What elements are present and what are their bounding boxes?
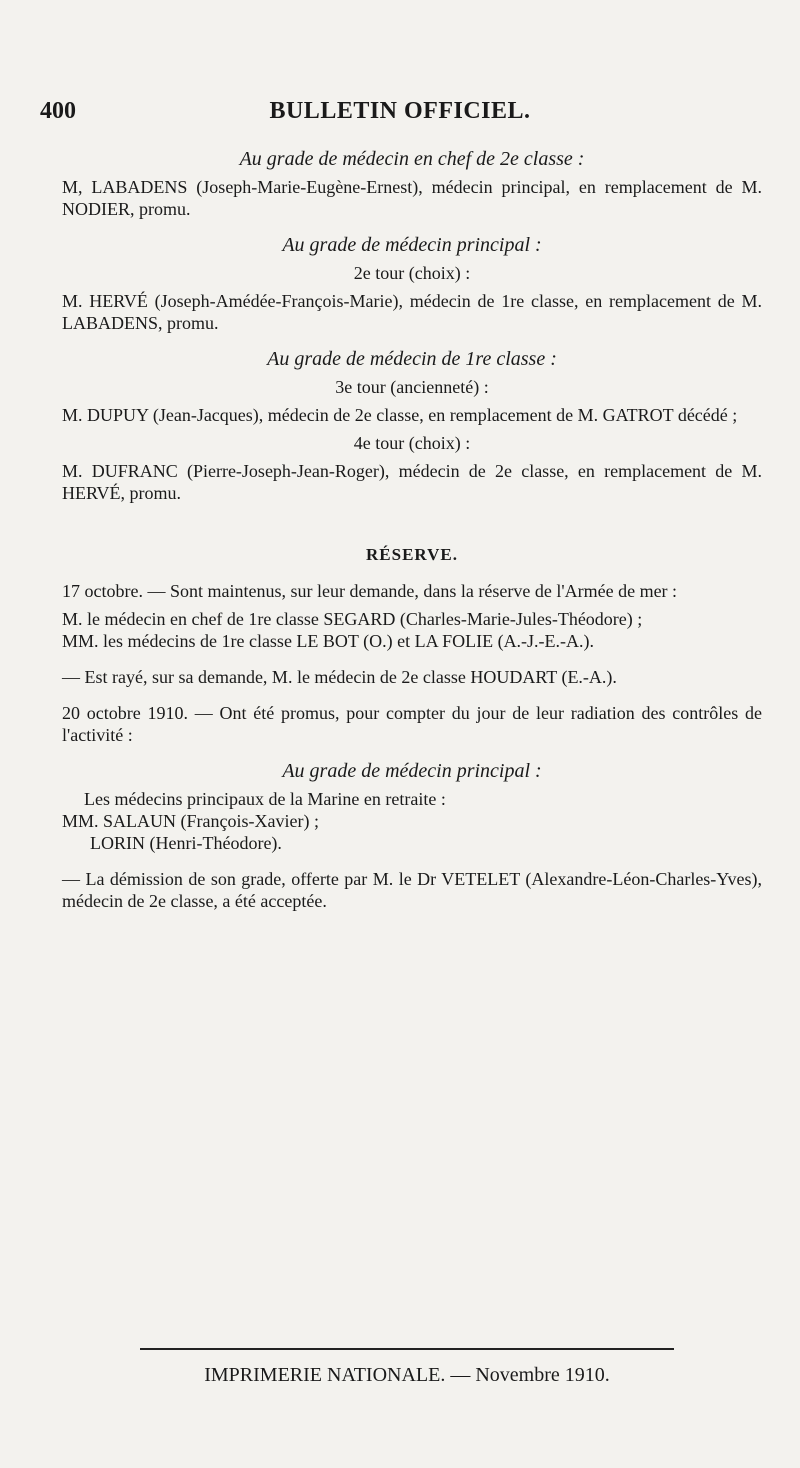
paragraph-labadens: M, LABADENS (Joseph-Marie-Eugène-Ernest), médecin principal, en remplacement de M. NODIER, promu. [62, 177, 762, 219]
page-footer [140, 1348, 674, 1387]
reserve-title: RÉSERVE. [366, 545, 458, 564]
paragraph-dufranc: M. DUFRANC (Pierre-Joseph-Jean-Roger), médecin de 2e classe, en remplacement de M. HERVÉ, promu. [62, 461, 762, 503]
imprint: IMPRIMERIE NATIONALE. — Novembre 1910. [204, 1364, 610, 1386]
subheading-4e-tour: 4e tour (choix) : [353, 433, 471, 453]
paragraph-houdart: — Est rayé, sur sa demande, M. le médecin de 2e classe HOUDART (E.-A.). [62, 667, 617, 687]
paragraph-salaun: MM. SALAUN (François-Xavier) ; [62, 811, 319, 831]
section-heading-medecin-chef: Au grade de médecin en chef de 2e classe : [239, 148, 585, 170]
paragraph-segard: M. le médecin en chef de 1re classe SEGARD (Charles-Marie-Jules-Théodore) ; [62, 609, 643, 629]
section-heading-medecin-principal-retraite: Au grade de médecin principal : [282, 760, 542, 782]
paragraph-herve: M. HERVÉ (Joseph-Amédée-François-Marie), médecin de 1re classe, en remplacement de M. LABADENS, promu. [62, 291, 762, 333]
paragraph-vetelet: — La démission de son grade, offerte par M. le Dr VETELET (Alexandre-Léon-Charles-Yves), médecin de 2e classe, a été acceptée. [62, 869, 762, 911]
paragraph-dupuy: M. DUPUY (Jean-Jacques), médecin de 2e classe, en remplacement de M. GATROT décédé ; [62, 405, 738, 425]
section-heading-medecin-principal: Au grade de médecin principal : [282, 234, 542, 256]
running-title: BULLETIN OFFICIEL. [269, 98, 531, 124]
paragraph-lorin: LORIN (Henri-Théodore). [90, 833, 282, 853]
body-text [62, 148, 762, 912]
paragraph-20-octobre: 20 octobre 1910. — Ont été promus, pour compter du jour de leur radiation des contrôles de l'activité : [62, 703, 762, 745]
section-heading-medecin-1re: Au grade de médecin de 1re classe : [267, 348, 557, 370]
subheading-3e-tour: 3e tour (ancienneté) : [335, 377, 489, 397]
paragraph-17-octobre: 17 octobre. — Sont maintenus, sur leur demande, dans la réserve de l'Armée de mer : [62, 581, 678, 601]
paragraph-retraite: Les médecins principaux de la Marine en retraite : [84, 789, 446, 809]
page-header [40, 98, 760, 132]
page-number: 400 [40, 98, 76, 124]
paragraph-le-bot: MM. les médecins de 1re classe LE BOT (O.) et LA FOLIE (A.-J.-E.-A.). [62, 631, 595, 651]
subheading-2e-tour: 2e tour (choix) : [353, 263, 471, 283]
